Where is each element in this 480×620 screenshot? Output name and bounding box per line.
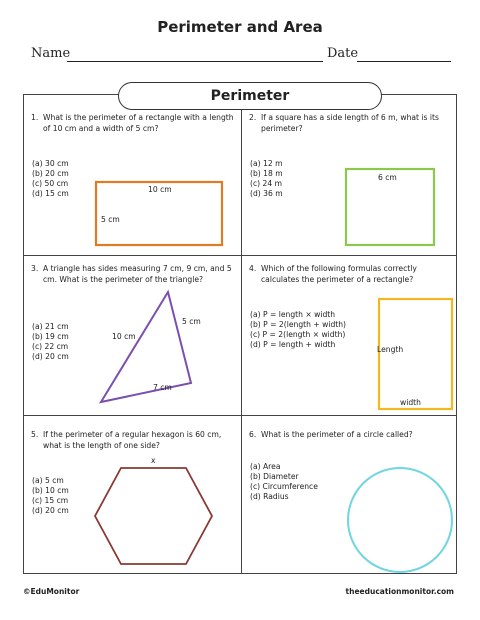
question-text: If the perimeter of a regular hexagon is 60 cm, what is the length of one side? [43, 430, 222, 450]
question-text: What is the perimeter of a circle called? [261, 430, 413, 439]
footer-brand: ©EduMonitor [23, 587, 80, 596]
side-label-left: 10 cm [112, 332, 136, 341]
option-a[interactable]: (a) P = length × width [250, 310, 336, 319]
option-c[interactable]: (c) Circumference [250, 482, 318, 491]
option-b[interactable]: (b) 20 cm [32, 169, 69, 178]
question-3 [24, 256, 240, 415]
side-label-right: 5 cm [182, 317, 201, 326]
option-d[interactable]: (d) Radius [250, 492, 289, 501]
hexagon-figure [24, 416, 240, 575]
option-b[interactable]: (b) 10 cm [32, 486, 69, 495]
option-b[interactable]: (b) 18 m [250, 169, 283, 178]
width-label: 5 cm [101, 215, 120, 224]
question-text: A triangle has sides measuring 7 cm, 9 cm, and 5 cm. What is the perimeter of the triangle? [43, 264, 232, 284]
question-number: 5. [31, 430, 39, 439]
option-d[interactable]: (d) 20 cm [32, 506, 69, 515]
rectangle-figure [24, 95, 240, 254]
name-label: Name [31, 46, 71, 61]
question-grid [23, 94, 457, 574]
option-a[interactable]: (a) Area [250, 462, 281, 471]
option-b[interactable]: (b) 19 cm [32, 332, 69, 341]
width-label: width [400, 398, 421, 407]
question-text: What is the perimeter of a rectangle with a length of 10 cm and a width of 5 cm? [43, 113, 234, 133]
question-number: 1. [31, 113, 39, 122]
side-label: 6 cm [378, 173, 397, 182]
question-number: 6. [249, 430, 257, 439]
rectangle-shape [379, 299, 452, 409]
question-2 [242, 95, 458, 254]
date-label: Date [327, 46, 359, 61]
option-a[interactable]: (a) 12 m [250, 159, 283, 168]
question-number: 3. [31, 264, 39, 273]
length-label: 10 cm [148, 185, 172, 194]
footer-website: theeducationmonitor.com [345, 587, 454, 596]
circle-figure [242, 416, 458, 575]
option-c[interactable]: (c) 22 cm [32, 342, 69, 351]
question-5 [24, 416, 240, 575]
question-number: 4. [249, 264, 257, 273]
hexagon-shape [95, 468, 212, 564]
date-blank[interactable] [357, 61, 451, 62]
question-1 [24, 95, 240, 254]
question-text: Which of the following formulas correctly calculates the perimeter of a rectangle? [261, 264, 417, 284]
triangle-shape [101, 292, 191, 402]
question-4 [242, 256, 458, 415]
name-blank[interactable] [67, 61, 323, 62]
option-b[interactable]: (b) Diameter [250, 472, 299, 481]
square-figure [242, 95, 458, 254]
option-a[interactable]: (a) 30 cm [32, 159, 69, 168]
option-c[interactable]: (c) P = 2(length × width) [250, 330, 346, 339]
rectangle-figure [242, 256, 458, 415]
option-d[interactable]: (d) P = length + width [250, 340, 336, 349]
question-number: 2. [249, 113, 257, 122]
option-b[interactable]: (b) P = 2(length + width) [250, 320, 347, 329]
option-a[interactable]: (a) 21 cm [32, 322, 69, 331]
section-banner: Perimeter [118, 82, 382, 110]
option-d[interactable]: (d) 20 cm [32, 352, 69, 361]
worksheet-title: Perimeter and Area [157, 18, 323, 36]
length-label: Length [377, 345, 404, 354]
circle-shape [348, 468, 452, 572]
side-label: x [151, 456, 156, 465]
name-date-line [31, 46, 451, 66]
option-d[interactable]: (d) 36 m [250, 189, 283, 198]
option-c[interactable]: (c) 24 m [250, 179, 282, 188]
question-text: If a square has a side length of 6 m, what is its perimeter? [261, 113, 439, 133]
question-6 [242, 416, 458, 575]
side-label-bottom: 7 cm [153, 383, 172, 392]
option-a[interactable]: (a) 5 cm [32, 476, 64, 485]
option-c[interactable]: (c) 15 cm [32, 496, 69, 505]
option-c[interactable]: (c) 50 cm [32, 179, 69, 188]
option-d[interactable]: (d) 15 cm [32, 189, 69, 198]
